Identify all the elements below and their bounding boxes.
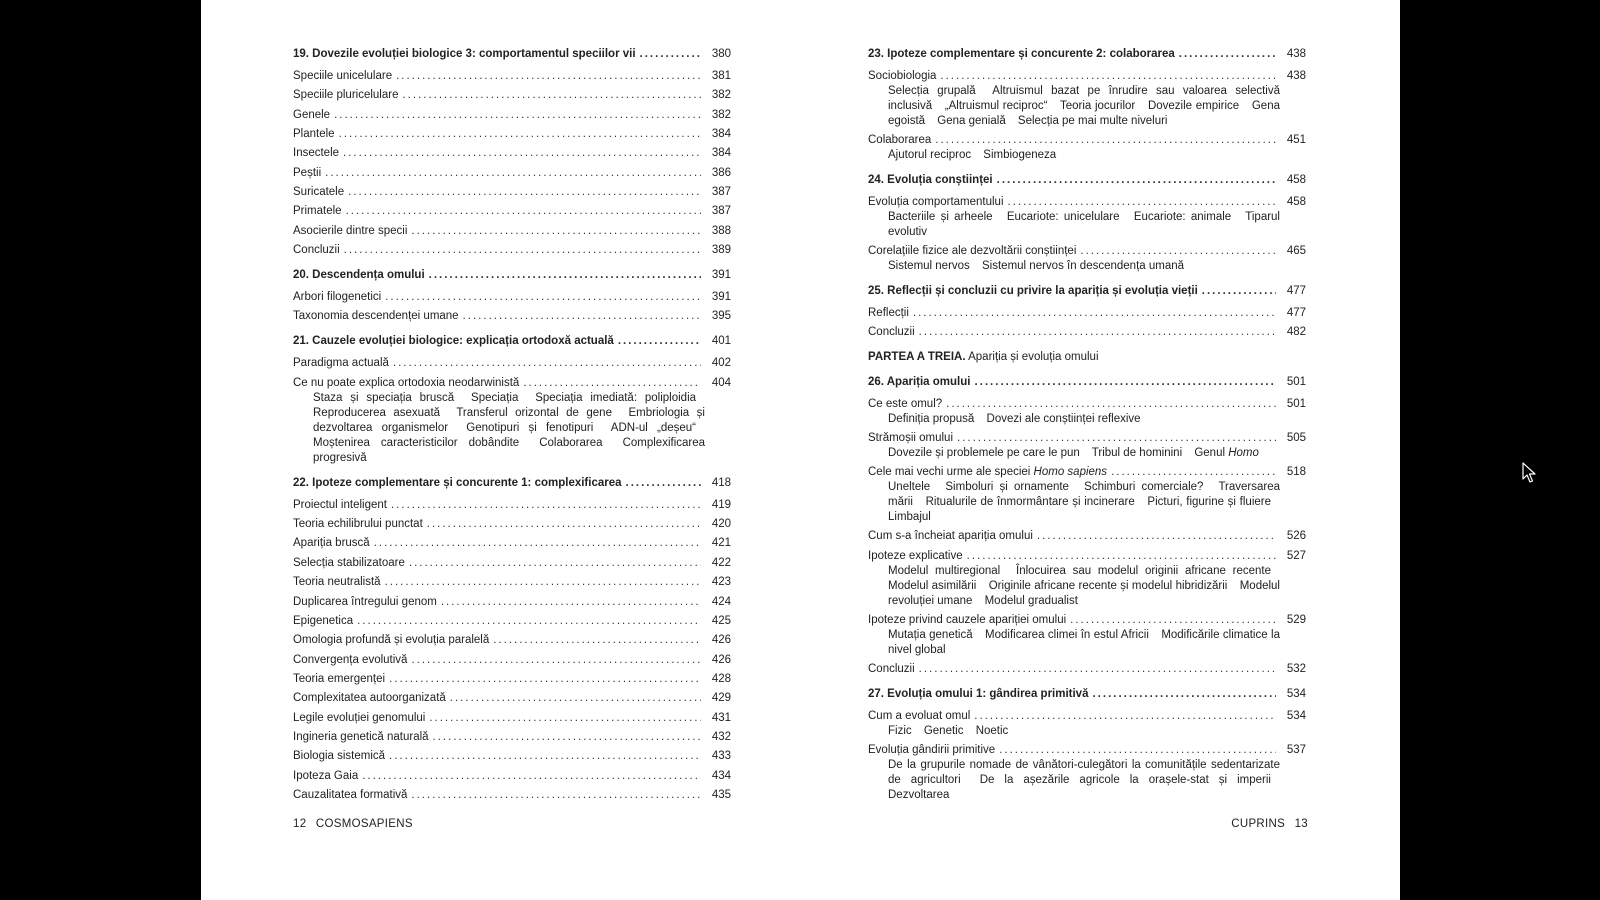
page-ref: 380 (711, 48, 731, 60)
chapter-title: 19. Dovezile evoluției biologice 3: comportamentul speciilor vii (293, 48, 636, 60)
footer-right (1231, 818, 1308, 830)
dot-leader (429, 268, 701, 283)
toc-section[interactable] (868, 306, 1306, 321)
chapter-title: 27. Evoluția omului 1: gândirea primitivă (868, 687, 1089, 700)
page-ref: 527 (1286, 549, 1306, 562)
running-head: CUPRINS (1231, 818, 1286, 830)
subsection: Dezvoltarea (888, 788, 950, 801)
dot-leader (1179, 47, 1276, 62)
subsection-list (868, 210, 1306, 240)
page-ref: 395 (711, 310, 731, 323)
page-ref: 534 (1286, 687, 1306, 700)
dot-leader (348, 185, 701, 200)
page-ref: 382 (711, 108, 731, 121)
section-title: Genele (293, 108, 331, 121)
page-ref: 433 (711, 750, 731, 763)
page-ref: 532 (1286, 662, 1306, 675)
section-title: Ce nu poate explica ortodoxia neodarwinistă (293, 376, 520, 389)
page-ref: 391 (711, 291, 731, 304)
section-title: Concluzii (868, 662, 915, 675)
toc-section[interactable] (293, 517, 731, 532)
subsection: Schimburi comerciale? (1084, 481, 1204, 494)
dot-leader (974, 709, 1276, 724)
page-ref: 477 (1286, 307, 1306, 319)
toc-section[interactable] (293, 127, 731, 142)
page-ref: 387 (711, 205, 731, 218)
dot-leader (618, 334, 701, 349)
section-title: Proiectul inteligent (293, 498, 387, 511)
subsection: Staza și speciația bruscă (313, 391, 455, 404)
dot-leader (441, 595, 701, 610)
dot-leader (1037, 529, 1276, 544)
subsection: Ajutorul reciproc (888, 149, 972, 161)
toc-section[interactable] (868, 529, 1306, 544)
toc-section[interactable] (868, 244, 1306, 259)
subsection: Altruismul bazat pe înrudire sau valoarea selectivă inclusivă (888, 85, 1280, 112)
toc-section[interactable] (293, 224, 731, 239)
part-heading (868, 350, 1306, 365)
dot-leader (334, 108, 701, 123)
chapter-title: 21. Cauzele evoluției biologice: explicația ortodoxă actuală (293, 335, 614, 348)
dot-leader (999, 743, 1276, 758)
page-number: 13 (1294, 818, 1308, 830)
page-ref: 529 (1286, 613, 1306, 626)
page-ref: 432 (711, 730, 731, 743)
page-ref: 526 (1286, 530, 1306, 543)
page-ref: 537 (1286, 743, 1306, 756)
section-title: Complexitatea autoorganizată (293, 692, 446, 705)
subsection: Înlocuirea sau modelul originii africane recente (1016, 564, 1271, 577)
chapter-title: 23. Ipoteze complementare și concurente 2: colaborarea (868, 48, 1175, 60)
chapter-title: 26. Apariția omului (868, 376, 971, 389)
subsection-list (868, 412, 1306, 427)
section-title: Ipoteze privind cauzele apariției omului (868, 613, 1067, 626)
toc-chapter[interactable] (868, 47, 1306, 62)
section-title: Ipoteze explicative (868, 549, 963, 562)
section-title: Apariția bruscă (293, 537, 370, 550)
page-ref: 420 (711, 518, 731, 531)
section-title: Evoluția gândirii primitive (868, 743, 996, 756)
page-ref: 428 (711, 672, 731, 685)
section-title: Insectele (293, 147, 340, 160)
page-ref: 451 (1286, 134, 1306, 146)
section-title: Cele mai vechi urme ale speciei Homo sapiens (868, 466, 1108, 479)
subsection: Ritualurile de înmormântare și incinerare (925, 496, 1135, 509)
dot-leader (1080, 244, 1276, 259)
toc-section[interactable] (293, 243, 731, 258)
page-ref: 505 (1286, 432, 1306, 445)
dot-leader (344, 243, 701, 258)
page-ref: 534 (1286, 709, 1306, 722)
section-title: Arbori filogenetici (293, 291, 382, 304)
subsection: De la grupurile nomade de vânători-culegători la comunitățile sedentarizate de agricultori (888, 758, 1280, 786)
toc-chapter[interactable] (868, 173, 1306, 188)
toc-section[interactable] (868, 743, 1306, 758)
section-title: Cum s-a încheiat apariția omului (868, 530, 1033, 543)
subsection: Noetic (975, 724, 1009, 737)
page-ref: 429 (711, 692, 731, 705)
dot-leader (450, 691, 701, 706)
subsection: Gena egoistă (888, 100, 1280, 127)
dot-leader (974, 375, 1276, 390)
section-title: Ce este omul? (868, 398, 943, 411)
toc-section[interactable] (293, 653, 731, 668)
subsection: Moștenirea caracteristicilor dobândite (313, 436, 520, 449)
toc-section[interactable] (293, 290, 731, 305)
toc-section[interactable] (868, 431, 1306, 446)
subsection: Embriologia și dezvoltarea organismelor (313, 406, 705, 434)
section-title: Ipoteza Gaia (293, 769, 359, 782)
section-title: Teoria emergenței (293, 672, 386, 685)
dot-leader (362, 769, 701, 784)
subsection-list (868, 628, 1306, 658)
subsection: Modelul multiregional (888, 564, 1001, 577)
toc-chapter[interactable] (293, 268, 731, 283)
toc-section[interactable] (293, 633, 731, 648)
dot-leader (946, 397, 1276, 412)
page-ref: 518 (1286, 466, 1306, 479)
page-ref: 458 (1286, 174, 1306, 186)
toc-section[interactable] (868, 69, 1306, 84)
chapter-title: 20. Descendența omului (293, 269, 425, 282)
subsection: Limbajul (888, 511, 931, 524)
subsection: Selecția grupală (888, 85, 976, 97)
dot-leader (940, 69, 1276, 84)
toc-section[interactable] (293, 146, 731, 161)
dot-leader (346, 204, 701, 219)
page-ref: 426 (711, 653, 731, 666)
toc-section[interactable] (868, 662, 1306, 677)
section-title: Taxonomia descendenței umane (293, 310, 459, 323)
dot-leader (463, 309, 701, 324)
dot-leader (427, 517, 701, 532)
page-ref: 438 (1286, 48, 1306, 60)
dot-leader (919, 662, 1276, 677)
subsection: Uneltele (888, 481, 931, 494)
section-title: Suricatele (293, 186, 345, 199)
section-title: Colaborarea (868, 134, 932, 146)
page-ref: 434 (711, 769, 731, 782)
chapter-title: 25. Reflecții și concluzii cu privire la apariția și evoluția vieții (868, 285, 1198, 297)
page-ref: 458 (1286, 196, 1306, 208)
page-ref: 387 (711, 186, 731, 199)
section-title: Plantele (293, 128, 335, 141)
section-title: Legile evoluției genomului (293, 711, 426, 724)
page-ref: 424 (711, 595, 731, 608)
dot-leader (1202, 284, 1276, 299)
subsection-list (868, 84, 1306, 129)
subsection: Eucariote: unicelulare (1006, 211, 1120, 223)
dot-leader (1092, 687, 1276, 702)
subsection: Dovezile și problemele pe care le pun (888, 447, 1080, 460)
dot-leader (433, 730, 701, 745)
toc-section[interactable] (293, 108, 731, 123)
subsection-list (868, 148, 1306, 163)
subsection: De la așezările agricole la orașele-stat și imperii (979, 773, 1271, 786)
subsection: Speciația (471, 391, 519, 404)
dot-leader (913, 306, 1276, 321)
dot-leader (411, 788, 701, 803)
subsection: Traversarea mării (888, 481, 1281, 509)
subsection: Eucariote: animale (1133, 211, 1232, 223)
subsection: Gena genială (937, 115, 1006, 127)
toc-section[interactable] (293, 356, 731, 371)
subsection: Modificările climatice la nivel global (888, 628, 1280, 656)
toc-section[interactable] (293, 749, 731, 764)
toc-section[interactable] (868, 195, 1306, 210)
dot-leader (640, 47, 701, 62)
page-ref: 402 (711, 357, 731, 370)
section-title: Peștii (293, 166, 322, 179)
page-ref: 421 (711, 537, 731, 550)
section-title: Evoluția comportamentului (868, 196, 1004, 208)
toc-section[interactable] (293, 672, 731, 687)
page-ref: 435 (711, 788, 731, 801)
dot-leader (1111, 465, 1276, 480)
toc-section[interactable] (293, 595, 731, 610)
section-title: Speciile pluricelulare (293, 89, 399, 102)
subsection: Colaborarea (539, 436, 603, 449)
toc-section[interactable] (293, 536, 731, 551)
section-title: Concluzii (868, 326, 915, 339)
toc-section[interactable] (868, 397, 1306, 412)
dot-leader (343, 146, 701, 161)
toc-chapter[interactable] (868, 375, 1306, 390)
subsection: „Altruismul reciproc“ (944, 100, 1048, 112)
subsection: Modelul revoluției umane (888, 579, 1280, 607)
page-ref: 482 (1286, 326, 1306, 339)
dot-leader (385, 290, 701, 305)
subsection: Genul Homo (1194, 447, 1259, 460)
subsection: Picturi, figurine și fluiere (1147, 496, 1271, 509)
subsection: Simbiogeneza (983, 149, 1057, 161)
page-ref: 425 (711, 614, 731, 627)
page-ref: 431 (711, 711, 731, 724)
toc-section[interactable] (293, 711, 731, 726)
section-title: Epigenetica (293, 614, 354, 627)
subsection: Teoria jocurilor (1059, 100, 1136, 112)
toc-section[interactable] (293, 498, 731, 513)
page-ref: 384 (711, 128, 731, 141)
section-title: Teoria echilibrului punctat (293, 518, 423, 531)
dot-leader (626, 476, 701, 491)
toc-right-page (868, 47, 1306, 807)
page-ref: 418 (711, 476, 731, 489)
subsection-list (868, 758, 1306, 803)
toc-section[interactable] (868, 549, 1306, 564)
dot-leader (357, 614, 701, 629)
dot-leader (1070, 613, 1276, 628)
section-title: Duplicarea întregului genom (293, 595, 437, 608)
subsection: Sistemul nervos în descendența umană (982, 260, 1185, 272)
toc-left-page (293, 47, 731, 807)
toc-section[interactable] (293, 309, 731, 324)
dot-leader (374, 536, 701, 551)
subsection: Mutația genetică (888, 628, 973, 641)
dot-leader (389, 672, 701, 687)
toc-section[interactable] (293, 730, 731, 745)
toc-section[interactable] (868, 325, 1306, 340)
toc-section[interactable] (293, 556, 731, 571)
section-title: Concluzii (293, 244, 340, 257)
subsection: ADN-ul „deșeu“ (610, 421, 697, 434)
chapter-title: 22. Ipoteze complementare și concurente 1: complexificarea (293, 476, 622, 489)
page-ref: 426 (711, 634, 731, 647)
section-title: Omologia profundă și evoluția paralelă (293, 634, 490, 647)
subsection: Modelul asimilării (888, 579, 977, 592)
section-title: Selecția stabilizatoare (293, 556, 405, 569)
page-ref: 419 (711, 498, 731, 511)
subsection: Originile africane recente și modelul hibridizării (988, 579, 1228, 592)
toc-section[interactable] (293, 769, 731, 784)
page-ref: 386 (711, 166, 731, 179)
part-label: PARTEA A TREIA. (868, 351, 966, 364)
dot-leader (1008, 195, 1276, 210)
subsection: Reproducerea asexuată (313, 406, 441, 419)
toc-section[interactable] (293, 88, 731, 103)
toc-section[interactable] (293, 691, 731, 706)
subsection: Bacteriile și arheele (888, 211, 993, 223)
dot-leader (409, 556, 701, 571)
toc-chapter[interactable] (868, 284, 1306, 299)
page-ref: 388 (711, 224, 731, 237)
toc-section[interactable] (293, 185, 731, 200)
subsection-list (868, 446, 1306, 461)
toc-section[interactable] (868, 133, 1306, 148)
footer-left (293, 818, 413, 830)
subsection: Dovezi ale conștiinței reflexive (986, 413, 1141, 426)
subsection: Simboluri și ornamente (945, 481, 1069, 494)
toc-section[interactable] (293, 166, 731, 181)
book-spread (201, 0, 1400, 900)
subsection: Tribul de hominini (1091, 447, 1183, 460)
subsection: Transferul orizontal de gene (456, 406, 612, 419)
toc-chapter[interactable] (868, 687, 1306, 702)
running-head: COSMOSAPIENS (315, 818, 413, 830)
toc-section[interactable] (868, 613, 1306, 628)
subsection-list (293, 391, 731, 466)
page-ref: 404 (711, 376, 731, 389)
page-ref: 401 (711, 335, 731, 348)
dot-leader (493, 633, 701, 648)
section-title: Speciile unicelulare (293, 70, 393, 82)
toc-section[interactable] (868, 709, 1306, 724)
toc-chapter[interactable] (293, 334, 731, 349)
section-title: Paradigma actuală (293, 357, 389, 370)
dot-leader (389, 749, 701, 764)
page-ref: 501 (1286, 398, 1306, 411)
toc-chapter[interactable] (293, 476, 731, 491)
page-ref: 389 (711, 244, 731, 257)
section-title: Sociobiologia (868, 70, 937, 82)
part-title: Apariția și evoluția omului (968, 351, 1099, 364)
dot-leader (411, 653, 701, 668)
section-title: Primatele (293, 205, 342, 218)
toc-section[interactable] (293, 575, 731, 590)
dot-leader (997, 173, 1276, 188)
dot-leader (411, 224, 701, 239)
page-ref: 391 (711, 269, 731, 282)
dot-leader (325, 166, 701, 181)
toc-section[interactable] (293, 204, 731, 219)
page-number: 12 (293, 818, 307, 830)
subsection: Tiparul evolutiv (888, 211, 1280, 238)
dot-leader (396, 69, 701, 84)
section-title: Cauzalitatea formativă (293, 788, 408, 801)
dot-leader (935, 133, 1276, 148)
section-title: Ingineria genetică naturală (293, 730, 429, 743)
subsection: Complexificarea progresivă (313, 436, 706, 464)
section-title: Cum a evoluat omul (868, 709, 971, 722)
toc-chapter[interactable] (293, 47, 731, 62)
dot-leader (957, 431, 1276, 446)
dot-leader (429, 711, 701, 726)
subsection-list (868, 724, 1306, 739)
subsection: Speciația imediată: poliploidia (535, 391, 697, 404)
page-ref: 422 (711, 556, 731, 569)
page-ref: 477 (1286, 285, 1306, 297)
page-ref: 465 (1286, 245, 1306, 257)
dot-leader (402, 88, 701, 103)
toc-section[interactable] (868, 465, 1306, 480)
subsection: Definiția propusă (888, 413, 975, 426)
page-ref: 423 (711, 576, 731, 589)
subsection: Modelul gradualist (984, 594, 1078, 607)
subsection: Modificarea climei în estul Africii (985, 628, 1149, 641)
toc-section[interactable] (293, 69, 731, 84)
page-ref: 382 (711, 89, 731, 102)
page-ref: 438 (1286, 70, 1306, 82)
subsection: Selecția pe mai multe niveluri (1017, 115, 1168, 127)
dot-leader (919, 325, 1276, 340)
section-title: Asocierile dintre specii (293, 224, 408, 237)
subsection: Genetic (923, 724, 964, 737)
dot-leader (523, 376, 701, 391)
page-ref: 384 (711, 147, 731, 160)
section-title: Strămoșii omului (868, 432, 953, 445)
page-ref: 501 (1286, 376, 1306, 389)
section-title: Teoria neutralistă (293, 576, 381, 589)
subsection-list (868, 259, 1306, 274)
toc-section[interactable] (293, 376, 731, 391)
chapter-title: 24. Evoluția conștiinței (868, 174, 993, 186)
page-ref: 381 (711, 70, 731, 82)
subsection: Sistemul nervos (888, 260, 970, 272)
section-title: Convergența evolutivă (293, 653, 408, 666)
subsection-list (868, 564, 1306, 609)
dot-leader (391, 498, 701, 513)
dot-leader (967, 549, 1276, 564)
dot-leader (393, 356, 701, 371)
dot-leader (339, 127, 701, 142)
subsection: Fizic (888, 724, 912, 737)
toc-section[interactable] (293, 788, 731, 803)
toc-section[interactable] (293, 614, 731, 629)
subsection-list (868, 480, 1306, 525)
subsection: Genotipuri și fenotipuri (466, 421, 594, 434)
mouse-cursor-icon (1522, 462, 1538, 484)
section-title: Corelațiile fizice ale dezvoltării conștiinței (868, 245, 1077, 257)
section-title: Reflecții (868, 307, 909, 319)
dot-leader (385, 575, 701, 590)
section-title: Biologia sistemică (293, 750, 386, 763)
subsection: Dovezile empirice (1147, 100, 1240, 112)
